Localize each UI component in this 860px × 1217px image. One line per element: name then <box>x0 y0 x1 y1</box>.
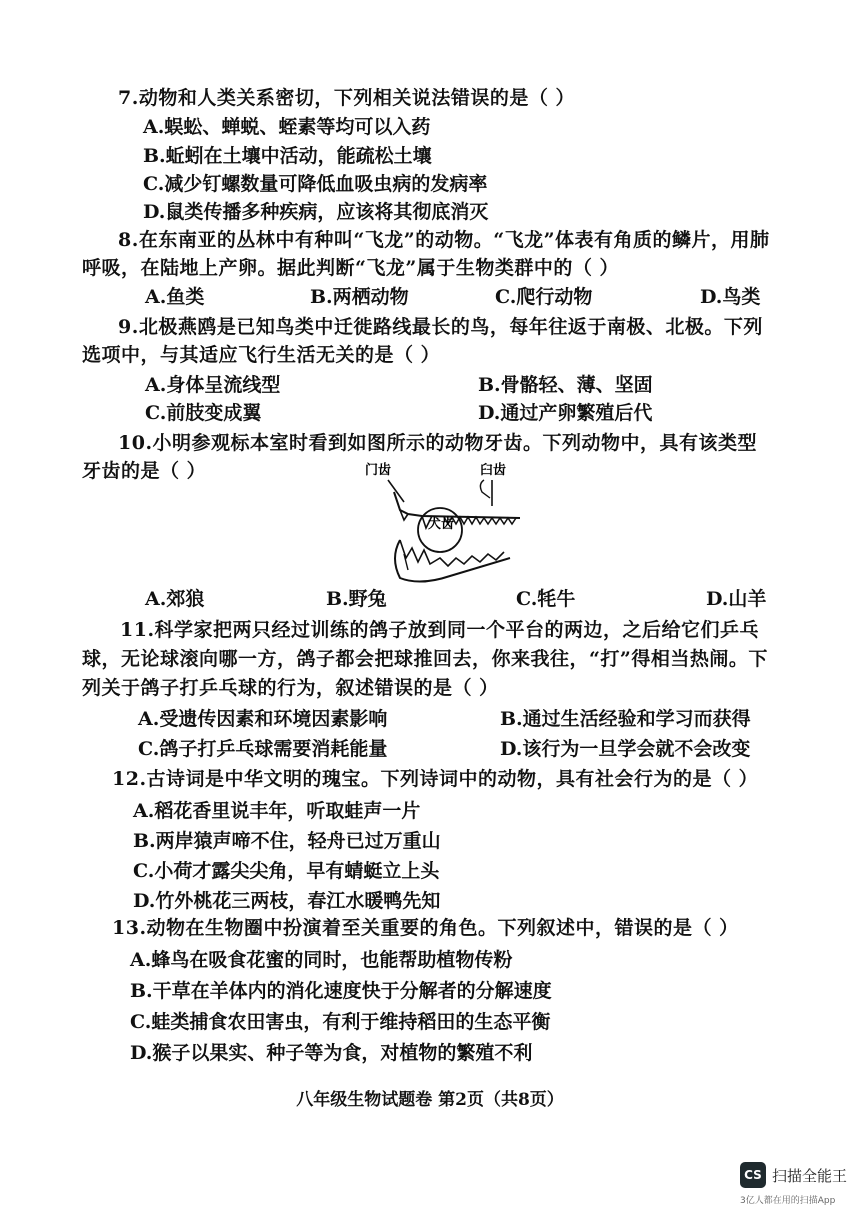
question-8-option-a: A.鱼类 <box>145 286 205 308</box>
question-8-stem-line-1: 8.在东南亚的丛林中有种叫“飞龙”的动物。“飞龙”体表有角质的鳞片，用肺 <box>118 229 770 251</box>
question-10-option-c: C.牦牛 <box>516 588 576 610</box>
question-8-option-b: B.两栖动物 <box>310 286 409 308</box>
question-13-option-b: B.干草在羊体内的消化速度快于分解者的分解速度 <box>130 980 552 1002</box>
question-8-option-c: C.爬行动物 <box>495 286 593 308</box>
question-12-stem: 12.古诗词是中华文明的瑰宝。下列诗词中的动物，具有社会行为的是（ ） <box>112 768 759 790</box>
scanner-app-name: 扫描全能王 <box>772 1166 848 1185</box>
question-9-option-d: D.通过产卵繁殖后代 <box>478 402 653 424</box>
question-12-option-d: D.竹外桃花三两枝，春江水暖鸭先知 <box>133 890 441 912</box>
question-11-option-b: B.通过生活经验和学习而获得 <box>500 708 751 730</box>
question-8-option-d: D.鸟类 <box>700 286 761 308</box>
question-13-option-a: A.蜂鸟在吸食花蜜的同时，也能帮助植物传粉 <box>130 949 513 971</box>
question-9-option-c: C.前肢变成翼 <box>145 402 262 424</box>
question-9-option-a: A.身体呈流线型 <box>145 374 281 396</box>
question-10-option-a: A.郊狼 <box>145 588 205 610</box>
question-12-option-b: B.两岸猿声啼不住，轻舟已过万重山 <box>133 830 441 852</box>
question-13-option-d: D.猴子以果实、种子等为食，对植物的繁殖不利 <box>130 1042 533 1064</box>
jaw-teeth-diagram <box>360 458 530 590</box>
question-10-option-d: D.山羊 <box>706 588 767 610</box>
canine-label: 犬齿 <box>428 517 455 532</box>
question-10-stem-line-1: 10.小明参观标本室时看到如图所示的动物牙齿。下列动物中，具有该类型 <box>118 432 758 454</box>
page-footer: 八年级生物试题卷 第2页（共8页） <box>296 1090 564 1110</box>
question-9-stem-line-2: 选项中，与其适应飞行生活无关的是（ ） <box>82 344 441 366</box>
scanner-logo-icon: CS <box>740 1162 766 1188</box>
question-11-option-a: A.受遗传因素和环境因素影响 <box>138 708 388 730</box>
question-10-stem-line-2: 牙齿的是（ ） <box>82 460 207 482</box>
question-9-stem-line-1: 9.北极燕鸥是已知鸟类中迁徙路线最长的鸟，每年往返于南极、北极。下列 <box>118 316 763 338</box>
question-7-option-b: B.蚯蚓在土壤中活动，能疏松土壤 <box>143 145 432 167</box>
question-11-stem-line-1: 11.科学家把两只经过训练的鸽子放到同一个平台的两边，之后给它们乒乓 <box>120 619 760 641</box>
question-12-option-c: C.小荷才露尖尖角，早有蜻蜓立上头 <box>133 860 440 882</box>
question-11-stem-line-2: 球，无论球滚向哪一方，鸽子都会把球推回去，你来我往，“打”得相当热闹。下 <box>82 648 768 670</box>
question-9-option-b: B.骨骼轻、薄、坚固 <box>478 374 653 396</box>
question-13-option-c: C.蛙类捕食农田害虫，有利于维持稻田的生态平衡 <box>130 1011 551 1033</box>
question-13-stem: 13.动物在生物圈中扮演着至关重要的角色。下列叙述中，错误的是（ ） <box>112 917 739 939</box>
question-11-option-d: D.该行为一旦学会就不会改变 <box>500 738 751 760</box>
question-11-option-c: C.鸽子打乒乓球需要消耗能量 <box>138 738 388 760</box>
question-8-stem-line-2: 呼吸，在陆地上产卵。据此判断“飞龙”属于生物类群中的（ ） <box>82 257 619 279</box>
question-7-option-d: D.鼠类传播多种疾病，应该将其彻底消灭 <box>143 201 489 223</box>
molar-label: 臼齿 <box>480 463 507 478</box>
teeth-figure <box>360 458 530 590</box>
question-7-stem: 7.动物和人类关系密切，下列相关说法错误的是（ ） <box>118 87 575 109</box>
scanner-watermark <box>740 1162 847 1188</box>
question-7-option-a: A.蜈蚣、蝉蜕、蛭素等均可以入药 <box>143 116 431 138</box>
question-10-option-b: B.野兔 <box>326 588 387 610</box>
question-11-stem-line-3: 列关于鸽子打乒乓球的行为，叙述错误的是（ ） <box>82 677 499 699</box>
scanner-tagline: 3亿人都在用的扫描App <box>740 1196 836 1206</box>
question-7-option-c: C.减少钉螺数量可降低血吸虫病的发病率 <box>143 173 488 195</box>
question-12-option-a: A.稻花香里说丰年，听取蛙声一片 <box>133 800 421 822</box>
incisor-label: 门齿 <box>365 463 392 478</box>
